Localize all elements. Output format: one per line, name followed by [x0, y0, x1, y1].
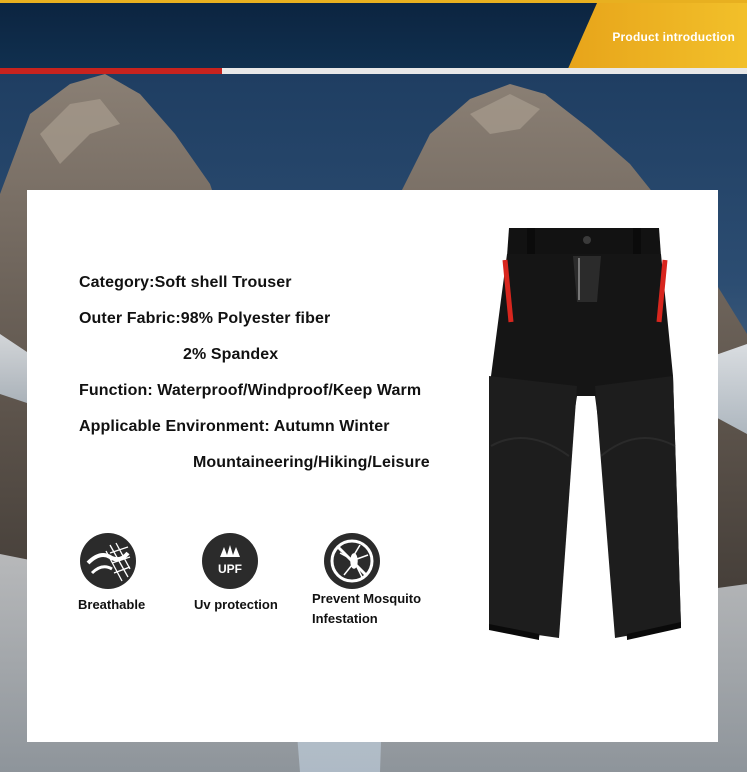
- upf-icon-text: UPF: [218, 562, 242, 576]
- no-mosquito-icon: [324, 533, 380, 589]
- upf-sun-icon: [202, 533, 258, 589]
- breathable-mesh-icon: [80, 533, 136, 589]
- feature-mosquito-label-line2: Infestation: [312, 611, 378, 626]
- product-info-card: [27, 190, 718, 742]
- spec-fabric-spandex: 2% Spandex: [183, 346, 279, 363]
- spec-outer-fabric: Outer Fabric:98% Polyester fiber: [79, 310, 331, 327]
- feature-breathable-label: Breathable: [78, 597, 146, 612]
- spec-environment-activities: Mountaineering/Hiking/Leisure: [193, 454, 430, 471]
- feature-mosquito-label-line1: Prevent Mosquito: [312, 591, 422, 606]
- header-title: Product introduction: [612, 30, 735, 44]
- spec-category: Category:Soft shell Trouser: [79, 274, 292, 291]
- feature-uv-label: Uv protection: [194, 597, 278, 612]
- header-banner: [0, 0, 747, 68]
- spec-environment: Applicable Environment: Autumn Winter: [79, 418, 390, 435]
- soft-shell-trousers-image: [477, 226, 697, 646]
- spec-function: Function: Waterproof/Windproof/Keep Warm: [79, 382, 422, 399]
